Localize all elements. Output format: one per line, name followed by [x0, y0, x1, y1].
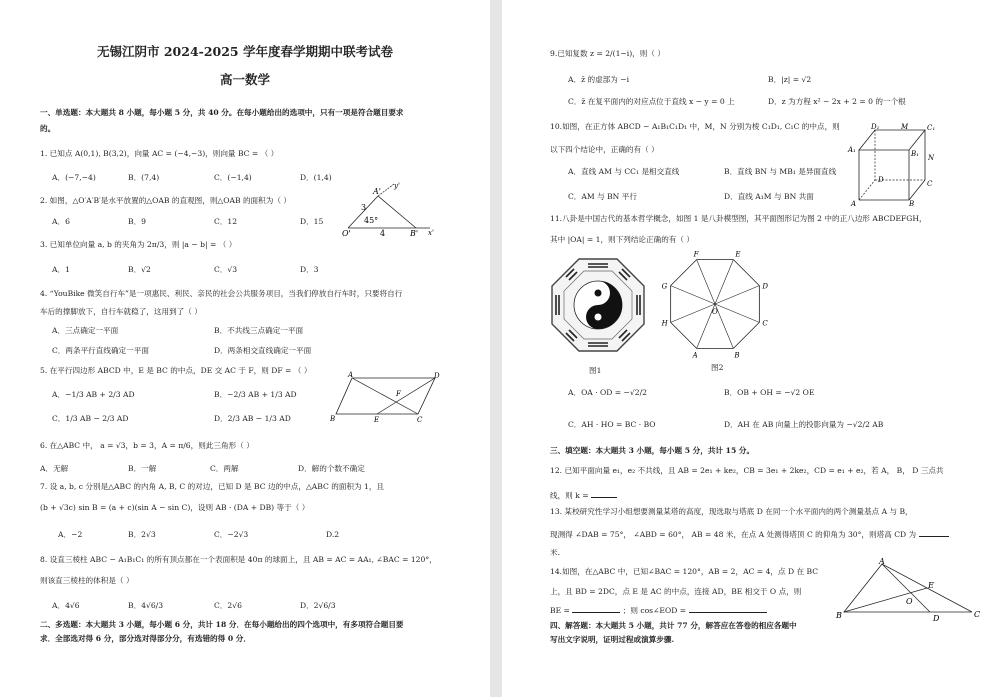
- question-13: 13. 某校研究性学习小组想要测量某塔的高度，现选取与塔底 D 在同一个水平面内的两个测量基点 A 与 B，: [550, 507, 913, 516]
- q3-option-c: C．√3: [214, 265, 238, 274]
- question-12-cont: [550, 489, 617, 501]
- question-2: 2. 如图，△O′A′B′是水平放置的△OAB 的直观图，则△OAB 的面积为（ ）: [40, 196, 291, 205]
- q11-option-b: B．OB + OH = −√2 OE: [724, 388, 815, 397]
- label-a1: A₁: [848, 146, 856, 154]
- q2-option-d: D．15: [300, 217, 324, 226]
- q9-option-c: C．z̄ 在复平面内的对应点位于直线 x − y = 0 上: [568, 97, 735, 106]
- question-13-text: 现测得 ∠DAB = 75°， ∠ABD = 60°， AB = 48 米，在点 A 处测得塔顶 C 的仰角为 30°，则塔高 CD 为: [550, 530, 917, 539]
- octagon-label-c: C: [762, 319, 768, 328]
- label-n: N: [928, 154, 935, 162]
- question-14-cont: 上，且 BD = 2DC，点 E 是 AC 的中点，连接 AD，BE 相交于 O 点，则: [550, 587, 802, 596]
- label-c: C: [927, 180, 933, 188]
- label-4: 4: [380, 229, 386, 238]
- label-o-prime: O': [342, 229, 351, 238]
- q3-option-a: A．1: [52, 265, 70, 274]
- exam-page-left: [0, 0, 490, 697]
- label-d1: D₁: [871, 123, 880, 131]
- q1-option-c: C．(−1,4): [214, 173, 252, 182]
- q6-option-d: D．解的个数不确定: [298, 464, 365, 473]
- q7-option-b: B．2√3: [128, 530, 156, 539]
- q11-option-d: D．AH 在 AB 向量上的投影向量为 −√2/2 AB: [724, 420, 884, 429]
- label-a: A: [348, 371, 354, 379]
- q3-option-b: B．√2: [128, 265, 151, 274]
- section-1-heading-cont: 的。: [40, 124, 56, 133]
- q4-option-c: C．两条平行直线确定一平面: [52, 346, 149, 355]
- question-10: 10.如图，在正方体 ABCD − A₁B₁C₁D₁ 中，M，N 分别为棱 C₁D₁, C₁C 的中点，则: [550, 122, 840, 131]
- section-3-heading: 三、填空题：本大题共 3 小题，每小题 5 分，共计 15 分。: [550, 446, 755, 455]
- section-4-heading-cont: 写出文字说明，证明过程或演算步骤.: [550, 635, 675, 644]
- q9-option-d: D．z 为方程 x² − 2x + 2 = 0 的一个根: [768, 97, 906, 106]
- q1-option-b: B．(7,4): [128, 173, 160, 182]
- question-12-blank-label: 线，则 k =: [550, 491, 589, 500]
- question-14-answers: [550, 604, 767, 616]
- exam-subtitle: 高一数学: [219, 72, 270, 87]
- q10-option-a: A．直线 AM 与 CC₁ 是相交直线: [568, 167, 680, 176]
- q1-option-d: D．(1,4): [300, 173, 332, 182]
- q14-triangle-figure: [834, 558, 982, 628]
- octagon-label-a: A: [692, 351, 698, 360]
- q6-option-b: B．一解: [128, 464, 157, 473]
- label-a-prime: A': [373, 187, 381, 196]
- figure-2-caption: 图2: [711, 363, 724, 372]
- question-10-cont: 以下四个结论中，正确的有（ ）: [550, 145, 659, 154]
- q10-option-b: B．直线 BN 与 MB₁ 是异面直线: [724, 167, 837, 176]
- label-c1: C₁: [927, 124, 936, 132]
- q7-option-c: C．−2√3: [214, 530, 249, 539]
- label-m: M: [901, 123, 909, 131]
- label-a: A: [851, 200, 857, 206]
- label-o: O: [906, 597, 913, 606]
- octagon-label-f: F: [693, 250, 699, 259]
- q2-oblique-figure: [338, 180, 438, 238]
- label-d: D: [878, 176, 884, 184]
- q10-cube-figure: [847, 120, 942, 206]
- label-b: B: [330, 415, 336, 423]
- question-8: 8. 设直三棱柱 ABC − A₁B₁C₁ 的所有顶点都在一个表面积是 40π 的球面上，且 AB = AC = AA₁, ∠BAC = 120°，: [40, 555, 437, 564]
- q2-option-a: A．6: [52, 217, 70, 226]
- q9-option-a: A．z̄ 的虚部为 −i: [568, 75, 630, 84]
- label-45: 45°: [364, 216, 379, 225]
- q4-option-b: B．不共线三点确定一平面: [214, 326, 304, 335]
- octagon-label-d: D: [762, 282, 768, 291]
- label-a: A: [879, 558, 885, 566]
- section-2-heading-cont: 求．全部选对得 6 分，部分选对得部分分，有选错的得 0 分．: [40, 634, 251, 643]
- octagon-label-g: G: [661, 282, 668, 291]
- label-x-prime: x': [428, 229, 434, 237]
- question-1: 1. 已知点 A(0,1), B(3,2)，向量 AC = (−4,−3)，则向量 BC = （ ）: [40, 149, 279, 158]
- octagon-figure: [660, 248, 770, 360]
- q5-option-a: A．−1/3 AB + 2/3 AD: [52, 390, 135, 399]
- section-4-heading: 四、解答题：本大题共 5 小题，共计 77 分，解答应在答卷的相应各题中: [550, 621, 797, 630]
- q5-option-b: B．−2/3 AB + 1/3 AD: [214, 390, 297, 399]
- question-7: 7. 设 a, b, c 分别是△ABC 的内角 A, B, C 的对边，已知 D 是 BC 边的中点，△ABC 的面积为 1，且: [40, 482, 385, 491]
- q4-option-a: A．三点确定一平面: [52, 326, 119, 335]
- label-b-prime: B': [410, 229, 419, 238]
- label-d: D: [933, 614, 940, 623]
- octagon-label-b: B: [734, 351, 740, 360]
- figure-1-caption: 图1: [589, 366, 602, 375]
- q1-option-a: A．(−7,−4): [52, 173, 96, 182]
- q7-option-a: A．−2: [58, 530, 83, 539]
- q5-parallelogram-figure: [330, 370, 442, 425]
- question-6: 6. 在△ABC 中， a = √3，b = 3，A = π/6，则此三角形（ ）: [40, 441, 254, 450]
- question-11-cont: 其中 |OA| = 1，则下列结论正确的有（ ）: [550, 235, 694, 244]
- question-9: 9.已知复数 z = 2/(1−i)，则（ ）: [550, 49, 665, 58]
- q8-option-d: D．2√6/3: [300, 601, 336, 610]
- q11-option-c: C．AH · HO = BC · BO: [568, 420, 656, 429]
- question-4: 4. “YouBike 微笑自行车”是一项惠民、利民、亲民的社会公共服务项目，当我们停放自行车时，只要将自行: [40, 289, 403, 298]
- exam-page-right: [502, 0, 1002, 697]
- section-2-heading: 二、多选题：本大题共 3 小题，每小题 6 分，共计 18 分．在每小题给出的四个选项中，有多项符合题目要: [40, 620, 404, 629]
- question-8-cont: 则该直三棱柱的体积是（ ）: [40, 576, 134, 585]
- section-1-heading: 一、单选题：本大题共 8 小题，每小题 5 分，共 40 分。在每小题给出的选项中，只有一项是符合题目要求: [40, 108, 404, 117]
- label-f: F: [396, 390, 401, 398]
- q8-option-a: A．4√6: [52, 601, 80, 610]
- label-c: C: [417, 416, 423, 424]
- exam-title: 无锡江阴市 2024-2025 学年度春学期期中联考试卷: [97, 44, 393, 59]
- label-y-prime: y': [394, 182, 400, 190]
- q10-option-c: C．AM 与 BN 平行: [568, 192, 637, 201]
- label-b1: B₁: [911, 150, 919, 158]
- q14-be-label: BE =: [550, 606, 570, 615]
- question-13-cont: [550, 528, 949, 540]
- q10-option-d: D．直线 A₁M 与 BN 共面: [724, 192, 814, 201]
- question-7-cont: (b + √3c) sin B = (a + c)(sin A − sin C)，设则 AB · (DA + DB) 等于（ ）: [40, 503, 310, 512]
- q14-cos-label: ；则 cos∠EOD =: [622, 606, 687, 615]
- q14-be-blank[interactable]: [572, 604, 620, 613]
- question-14: 14.如图，在△ABC 中，已知∠BAC = 120°，AB = 2，AC = 4，点 D 在 BC: [550, 567, 819, 576]
- q8-option-c: C．2√6: [214, 601, 242, 610]
- question-5: 5. 在平行四边形 ABCD 中，E 是 BC 的中点，DE 交 AC 于 F，则 DF = （ ）: [40, 366, 312, 375]
- question-4-cont: 车后的撑脚放下，自行车就稳了，这用到了（ ）: [40, 307, 202, 316]
- label-b: B: [909, 200, 915, 206]
- q14-cos-blank[interactable]: [689, 604, 767, 613]
- q12-answer-blank[interactable]: [591, 489, 617, 498]
- q6-option-c: C．两解: [210, 464, 239, 473]
- octagon-label-o: O: [712, 308, 718, 316]
- label-b: B: [836, 611, 842, 620]
- q6-option-a: A．无解: [40, 464, 69, 473]
- question-11: 11.八卦是中国古代的基本哲学概念，如图 1 是八卦模型图，其平面图形记为图 2 中的正八边形 ABCDEFGH，: [550, 214, 927, 223]
- question-12: 12. 已知平面向量 e₁，e₂ 不共线，且 AB = 2e₁ + ke₂，CB = 3e₁ + 2ke₂，CD = e₁ + e₂，若 A， B， D 三点共: [550, 466, 944, 475]
- q5-option-c: C．1/3 AB − 2/3 AD: [52, 414, 129, 423]
- question-13-unit: 米.: [550, 548, 561, 557]
- q4-option-d: D．两条相交直线确定一平面: [214, 346, 312, 355]
- question-3: 3. 已知单位向量 a, b 的夹角为 2π/3，则 |a − b| = （ ）: [40, 240, 237, 249]
- q5-option-d: D．2/3 AB − 1/3 AD: [214, 414, 291, 423]
- q13-answer-blank[interactable]: [919, 528, 949, 537]
- bagua-figure: [548, 255, 648, 355]
- q7-option-d: D.2: [326, 530, 340, 539]
- label-d: D: [434, 372, 440, 380]
- octagon-label-e: E: [735, 250, 741, 259]
- label-e: E: [928, 581, 934, 590]
- q11-option-a: A．OA · OD = −√2/2: [568, 388, 647, 397]
- octagon-label-h: H: [661, 319, 668, 328]
- q9-option-b: B．|z| = √2: [768, 75, 812, 84]
- label-e: E: [374, 416, 380, 424]
- q8-option-b: B．4√6/3: [128, 601, 164, 610]
- q2-option-b: B．9: [128, 217, 147, 226]
- label-3: 3: [361, 203, 367, 212]
- label-c: C: [974, 610, 981, 619]
- q2-option-c: C．12: [214, 217, 238, 226]
- q3-option-d: D．3: [300, 265, 319, 274]
